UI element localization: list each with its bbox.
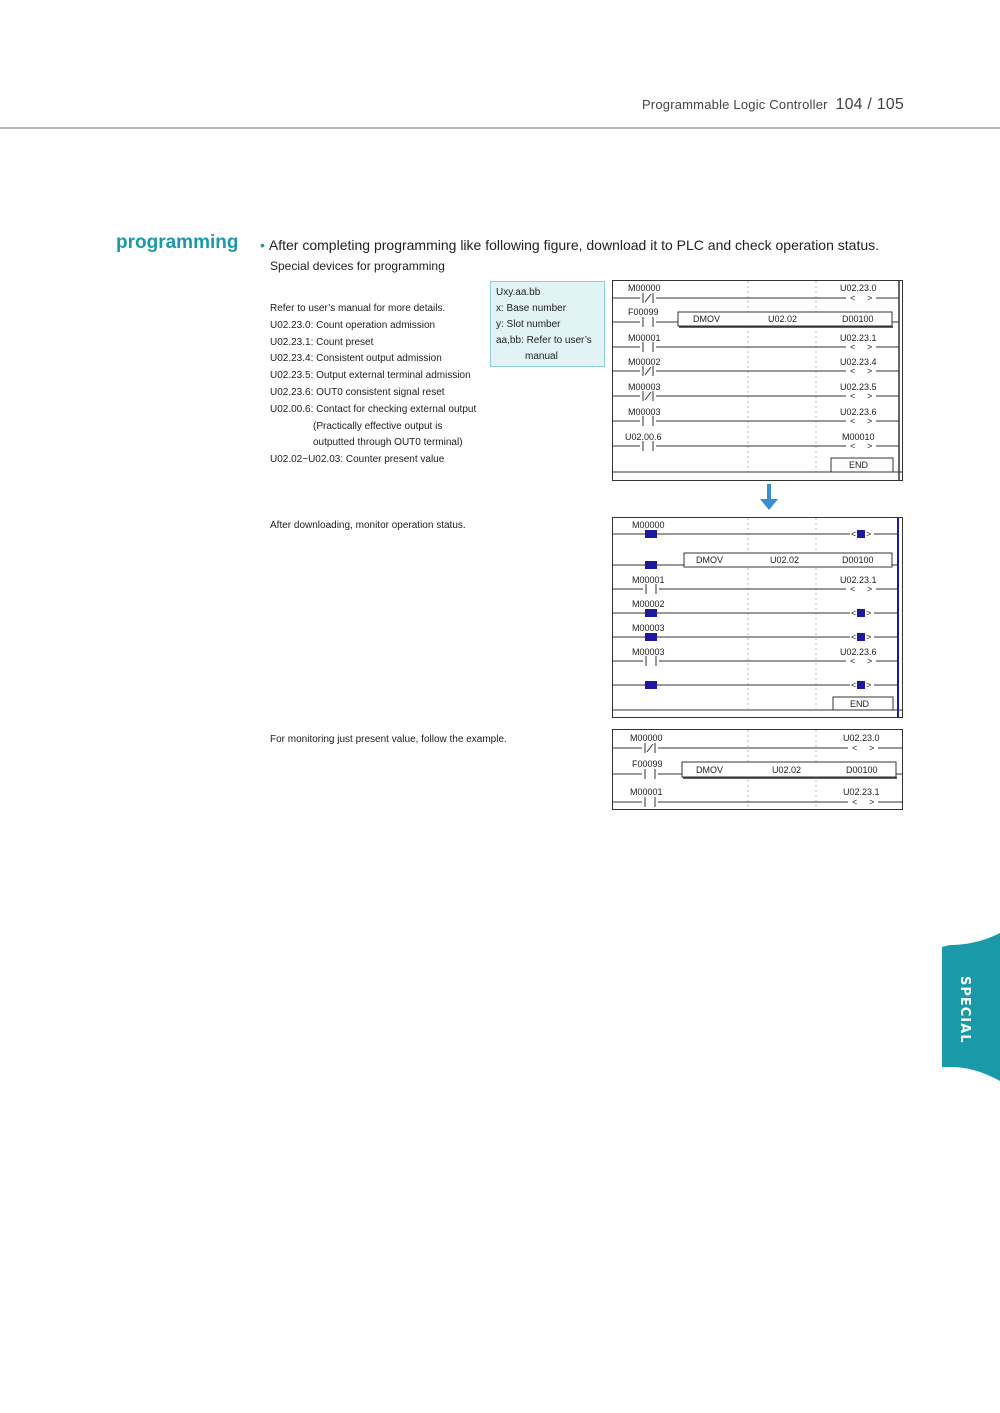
svg-text:>: > [867,293,873,303]
no-contact-icon [640,342,656,352]
infobox-line: y: Slot number [496,319,561,330]
page-numbers: 104 / 105 [835,96,904,113]
svg-text:>: > [866,680,872,690]
nc-contact-icon [640,366,656,376]
active-coil-icon [850,679,874,691]
no-contact-icon [642,797,658,807]
function-name: DMOV [693,314,720,324]
svg-text:<: < [850,416,856,426]
svg-text:<: < [850,293,856,303]
svg-text:<: < [852,797,858,807]
contact-label: M00001 [632,575,665,585]
note-line: (Practically effective output is [313,420,443,432]
nc-contact-icon [642,743,658,753]
coil-label: U02.23.5 [840,382,877,392]
svg-text:<: < [850,366,856,376]
contact-label: M00000 [632,520,665,530]
function-arg: U02.02 [772,765,802,775]
active-coil-icon [850,528,874,540]
svg-text:<: < [850,441,856,451]
infobox-line: aa,bb: Refer to user’s [496,335,592,346]
active-contact-icon [645,609,657,617]
coil-label: U02.23.1 [840,575,877,585]
note-line: U02.02~U02.03: Counter present value [270,454,445,466]
coil-icon [846,656,876,666]
lead-text: After completing programming like following figure, download it to PLC and check operation status. [268,237,880,253]
coil-label: U02.23.6 [840,407,877,417]
monitor-caption: After downloading, monitor operation status. [270,520,466,531]
chapter-tab-label: SPECIAL [957,976,972,1044]
active-contact-icon [645,681,657,689]
svg-text:>: > [867,656,873,666]
coil-icon [846,391,876,401]
ladder-diagram-present-value [612,729,903,810]
lead-paragraph [260,237,879,253]
active-contact-icon [645,561,657,569]
active-coil-icon [850,631,874,643]
header-divider [0,127,1000,129]
coil-icon [846,416,876,426]
present-value-caption: For monitoring just present value, follow the example. [270,734,507,745]
coil-icon [846,342,876,352]
note-line: U02.23.1: Count preset [270,336,374,348]
svg-text:>: > [869,797,875,807]
contact-label: M00001 [628,333,661,343]
no-contact-icon [642,769,658,779]
note-line: U02.23.5: Output external terminal admission [270,370,471,382]
active-contact-icon [645,530,657,538]
contact-label: M00002 [632,599,665,609]
contact-label: M00000 [628,283,661,293]
svg-text:>: > [867,366,873,376]
svg-text:<: < [850,584,856,594]
svg-text:<: < [852,743,858,753]
note-line: Refer to user’s manual for more details. [270,303,446,314]
contact-label: U02.00.6 [625,432,662,442]
svg-text:>: > [867,441,873,451]
function-name: DMOV [696,555,723,565]
device-format-infobox [490,281,605,367]
coil-icon [846,441,876,451]
function-arg: D00100 [846,765,878,775]
no-contact-icon [643,584,659,594]
active-contact-icon [645,633,657,641]
running-header [642,96,904,114]
contact-label: F00099 [632,759,663,769]
contact-label: M00003 [632,647,665,657]
device-notes [270,301,476,469]
no-contact-icon [643,656,659,666]
contact-label: M00001 [630,787,663,797]
coil-label: U02.23.0 [843,733,880,743]
infobox-line: manual [525,351,558,362]
coil-icon [848,797,878,807]
no-contact-icon [640,416,656,426]
coil-label: M00010 [842,432,875,442]
no-contact-icon [640,441,656,451]
svg-text:>: > [866,608,872,618]
contact-label: M00003 [632,623,665,633]
coil-icon [846,584,876,594]
coil-label: U02.23.1 [843,787,880,797]
end-label: END [850,699,870,709]
svg-text:<: < [850,342,856,352]
note-line: U02.23.4: Consistent output admission [270,353,442,365]
coil-label: U02.23.6 [840,647,877,657]
document-title: Programmable Logic Controller [641,97,828,112]
end-label: END [849,460,869,470]
nc-contact-icon [640,391,656,401]
note-line: outputted through OUT0 terminal) [313,437,463,449]
coil-label: U02.23.0 [840,283,877,293]
note-line: U02.00.6: Contact for checking external output [270,403,477,415]
svg-text:>: > [866,529,872,539]
note-line: U02.23.6: OUT0 consistent signal reset [270,386,445,398]
note-line: U02.23.0: Count operation admission [270,319,436,331]
function-arg: U02.02 [768,314,798,324]
sublead-text: Special devices for programming [270,259,445,273]
ladder-diagram-monitor [612,517,903,718]
svg-text:<: < [851,608,857,618]
contact-label: M00002 [628,357,661,367]
active-coil-icon [850,607,874,619]
coil-icon [846,366,876,376]
no-contact-icon [640,317,656,327]
svg-text:>: > [867,416,873,426]
section-heading: programming [116,232,239,253]
nc-contact-icon [640,293,656,303]
svg-text:>: > [869,743,875,753]
svg-text:>: > [866,632,872,642]
svg-text:>: > [867,584,873,594]
coil-icon [848,743,878,753]
svg-text:<: < [851,632,857,642]
function-arg: D00100 [842,555,874,565]
contact-label: M00003 [628,382,661,392]
coil-label: U02.23.1 [840,333,877,343]
svg-text:>: > [867,342,873,352]
infobox-line: Uxy.aa.bb [496,287,541,298]
svg-text:<: < [850,391,856,401]
contact-label: F00099 [628,307,659,317]
coil-icon [846,293,876,303]
contact-label: M00003 [628,407,661,417]
ladder-diagram-program [612,280,903,481]
svg-text:<: < [851,529,857,539]
svg-text:>: > [867,391,873,401]
function-arg: D00100 [842,314,874,324]
down-arrow-icon [758,484,780,517]
function-arg: U02.02 [770,555,800,565]
svg-text:<: < [851,680,857,690]
infobox-line: x: Base number [496,303,567,314]
contact-label: M00000 [630,733,663,743]
svg-text:<: < [850,656,856,666]
function-name: DMOV [696,765,723,775]
coil-label: U02.23.4 [840,357,877,367]
bullet-icon: • [260,237,265,253]
